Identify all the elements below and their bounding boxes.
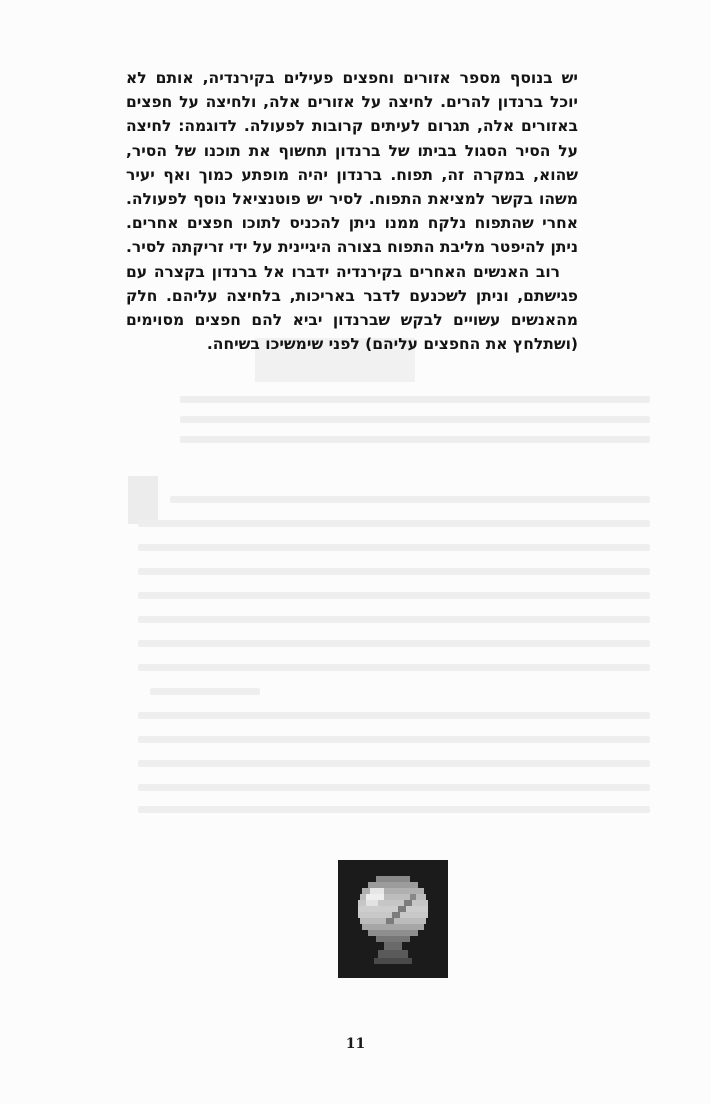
paragraph-active-areas: יש בנוסף מספר אזורים וחפצים פעילים בקירנדיה, אותם לא יוכל ברנדון להרים. לחיצה על אזורים אלה, ולחיצה על חפצים באזורים אלה, תגרום לעיתים קרובות לפעולה. לדוגמה: לחיצה על הסיר הסגול בביתו של ברנדון תחשוף את תוכנו של הסיר, שהוא, במקרה זה, תפוח. ברנדון יהיה מופתע כמוך ואף יעיר משהו בקשר למציאת התפוח. לסיר יש פוטנציאל נוסף לפעולה. אחרי שהתפוח נלקח ממנו ניתן להכניס לתוכו חפצים אחרים. ניתן להיפטר מליבת התפוח בצורה היגיינית על ידי זריקתה לסיר. xyxy=(125,69,578,257)
crystal-ball-illustration xyxy=(338,860,448,978)
crystal-ball-icon xyxy=(338,860,448,978)
paragraph-other-people: רוב האנשים האחרים בקירנדיה ידברו אל ברנדון בקצרה עם פגישתם, וניתן לשכנעם לדבר באריכות, בלחיצה עליהם. חלק מהאנשים עשויים לבקש שברנדון יביא להם חפצים מסוימים (ושתלחץ את החפצים עליהם) לפני שימשיכו בשיחה. xyxy=(126,262,578,354)
body-text xyxy=(126,66,578,356)
page-number: 11 xyxy=(345,1036,366,1052)
